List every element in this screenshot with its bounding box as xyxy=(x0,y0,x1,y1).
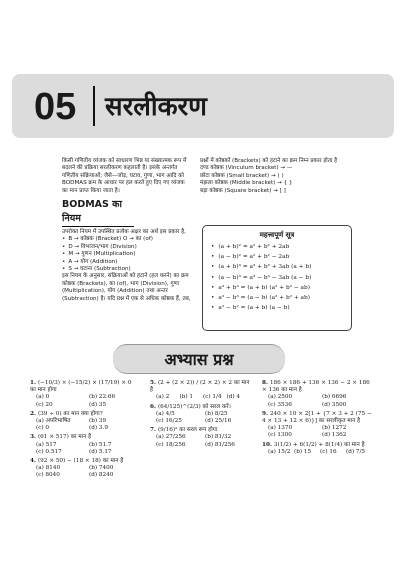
option: (d) 3500 xyxy=(322,401,347,408)
bracket-item: छोटा कोष्ठक (Small bracket) → ( ) xyxy=(200,172,284,179)
bodmas-lead: उपरोक्त नियम में उपस्थित प्रत्येक अक्षर का अर्थ इस प्रकार है, xyxy=(62,229,186,236)
option: (b) 6696 xyxy=(322,394,347,401)
option: (b) 1272 xyxy=(322,425,347,432)
question-text: (64/125)^(2/3) को सरल करें। xyxy=(157,403,231,410)
option: (c) 1300 xyxy=(268,432,292,439)
question-number: 5. xyxy=(150,380,156,386)
option: (d) 1362 xyxy=(322,432,347,439)
question-text: 186 × 186 + 136 × 136 − 2 × 186 × 136 का मान है xyxy=(262,380,370,394)
question-text: (−10/3) × (−15/2) × (17/19) × 0 का मान होगा xyxy=(30,380,132,394)
option: (d) 3.9 xyxy=(89,425,108,432)
option: (c) 0.517 xyxy=(36,448,62,455)
formula-item: • a³ + b³ = (a + b) (a² + b² − ab) xyxy=(211,283,343,293)
question-text: (92 × 50) − (18 × 18) का मान है xyxy=(37,458,124,465)
option: (c) 16/25 xyxy=(156,418,182,425)
option: (c) 8040 xyxy=(36,472,60,479)
option: (b) 7400 xyxy=(89,465,114,472)
question-number: 3. xyxy=(30,434,36,441)
question-6 xyxy=(150,404,250,426)
question-text: 240 × 10 × 2[1 + {7 × 3 + 2 (75 − 4 × 13 + 12 × 6)}] का सरलीकृत मान है xyxy=(262,410,372,425)
option: (d) 35 xyxy=(89,401,107,408)
formula-item: • (a + b)³ = a³ + b³ + 3ab (a + b) xyxy=(211,262,343,272)
formula-item: • a³ − b³ = (a − b) (a² + b² + ab) xyxy=(211,293,343,303)
formula-item: • a² − b² = (a + b) (a − b) xyxy=(211,303,343,313)
questions-column-2 xyxy=(150,380,250,451)
bracket-item: बड़ा कोष्ठक (Square bracket) → [ ] xyxy=(200,187,286,194)
formula-box-title: महत्त्वपूर्ण सूत्र xyxy=(259,231,295,239)
question-number: 8. xyxy=(262,380,268,386)
option: (d) 4 xyxy=(226,394,241,401)
bodmas-item: • B → कोष्ठक (Bracket) O → का (of) xyxy=(62,236,192,243)
bodmas-item: • A → योग (Addition) xyxy=(62,259,192,266)
bodmas-item: • S → घटाना (Subtraction) xyxy=(62,266,192,273)
option: (b) 51.7 xyxy=(89,441,112,448)
option: (a) अपरिभाषित xyxy=(36,418,71,425)
option: (c) 1/4 xyxy=(203,394,222,401)
option: (d) 25/16 xyxy=(205,418,232,425)
option: (c) 3536 xyxy=(268,401,292,408)
header-divider xyxy=(93,86,95,126)
option: (b) 1 xyxy=(179,394,194,401)
question-10 xyxy=(262,442,372,456)
bodmas-heading: BODMAS का नियम xyxy=(62,198,134,227)
option: (a) 2 xyxy=(156,394,170,401)
bracket-item: मंझला कोष्ठक (Middle bracket) → { } xyxy=(200,180,293,187)
question-5 xyxy=(150,380,250,402)
questions-column-1 xyxy=(30,380,138,482)
option: (a) 27/256 xyxy=(156,434,186,441)
option: (b) 8/25 xyxy=(205,410,228,417)
option: (c) 20 xyxy=(36,401,53,408)
brackets-lead: प्रश्नों में कोष्ठकों (Brackets) को हटाने का क्रम निम्न प्रकार होता है xyxy=(200,158,338,164)
chapter-title: सरलीकरण xyxy=(105,92,207,122)
bodmas-item: • D → विभाजन/भाग (Division) xyxy=(62,244,192,251)
option: (a) 8140 xyxy=(36,465,61,472)
question-text: (2 + (2 × 2)) / (2 × 2) × 2 का मान है xyxy=(150,380,250,394)
option: (a) 0 xyxy=(36,394,50,401)
questions-column-3 xyxy=(262,380,372,458)
question-3 xyxy=(30,434,138,456)
option: (b) 81/32 xyxy=(205,434,232,441)
question-number: 1. xyxy=(30,380,36,386)
bracket-item: दण्ड कोष्ठक (Vinculum bracket) → — xyxy=(200,165,293,172)
option: (d) 7/5 xyxy=(346,448,366,455)
option: (a) 4/5 xyxy=(156,410,175,417)
option: (d) 81/256 xyxy=(205,441,235,448)
bodmas-item: • M → गुणन (Multiplication) xyxy=(62,251,192,258)
option: (a) 1370 xyxy=(268,425,293,432)
question-text: (9/16)² का सरल रूप होगा xyxy=(157,427,218,434)
option: (a) 15/2 xyxy=(268,448,291,455)
option: (b) 39 xyxy=(89,418,107,425)
question-7 xyxy=(150,427,250,449)
option: (c) 16 xyxy=(320,448,337,455)
intro-paragraph: किसी गणितीय व्यंजक को साधारण भिन्न या संख्यात्मक रूप में बदलने की प्रक्रिया सरलीकरण कहलाती है। इसके अन्तर्गत गणितीय संक्रियाओं; जैसे—जोड़, घटाव, गुणा, भाग आदि को BODMAS क्रम के आधार पर हल करते हुए दिए गए व्यंजक का मान प्राप्त किया जाता है। xyxy=(62,158,187,194)
question-number: 7. xyxy=(150,427,156,434)
question-1 xyxy=(30,380,138,409)
bodmas-rule: इस नियम के अनुसार, संक्रियाओं को हटाने (हल करने) का क्रम कोष्ठक (Brackets), का (of), भाग (Division), गुणा (Multiplication), योग (Addition) तथा अन्तर (Subtraction) है। यदि प्रश्न में एक से अधिक कोष्ठक हैं, तब, xyxy=(62,273,191,302)
left-column xyxy=(62,158,192,303)
option: (c) 18/256 xyxy=(156,441,186,448)
question-text: (61 × 517) का मान है xyxy=(37,434,92,441)
question-9 xyxy=(262,411,372,440)
formula-item: • (a − b)³ = a³ − b³ − 3ab (a − b) xyxy=(211,273,343,283)
question-4 xyxy=(30,458,138,480)
question-number: 9. xyxy=(262,410,268,417)
question-8 xyxy=(262,380,372,409)
question-2 xyxy=(30,411,138,433)
option: (d) 8240 xyxy=(89,472,114,479)
option: (b) 15 xyxy=(294,448,312,455)
question-number: 2. xyxy=(30,410,36,417)
question-number: 10. xyxy=(262,441,272,448)
right-column xyxy=(200,158,350,195)
formula-item: • (a − b)² = a² + b² − 2ab xyxy=(211,252,343,262)
formula-box xyxy=(202,225,352,331)
practice-heading: अभ्यास प्रश्न xyxy=(113,344,285,374)
formula-item: • (a + b)² = a² + b² + 2ab xyxy=(211,242,343,252)
option: (a) 517 xyxy=(36,441,57,448)
question-text: 3(1/2) + 6(1/2) + 8(1/4) का मान है xyxy=(273,441,365,448)
question-number: 6. xyxy=(150,403,156,410)
chapter-number: 05 xyxy=(34,86,77,128)
option: (c) 0 xyxy=(36,425,50,432)
question-number: 4. xyxy=(30,458,36,465)
question-text: (39 ÷ 0) का मान क्या होगा? xyxy=(37,410,103,417)
option: (d) 5.17 xyxy=(89,448,112,455)
bodmas-list xyxy=(62,236,192,273)
option: (b) 22.66 xyxy=(89,394,116,401)
option: (a) 2500 xyxy=(268,394,293,401)
